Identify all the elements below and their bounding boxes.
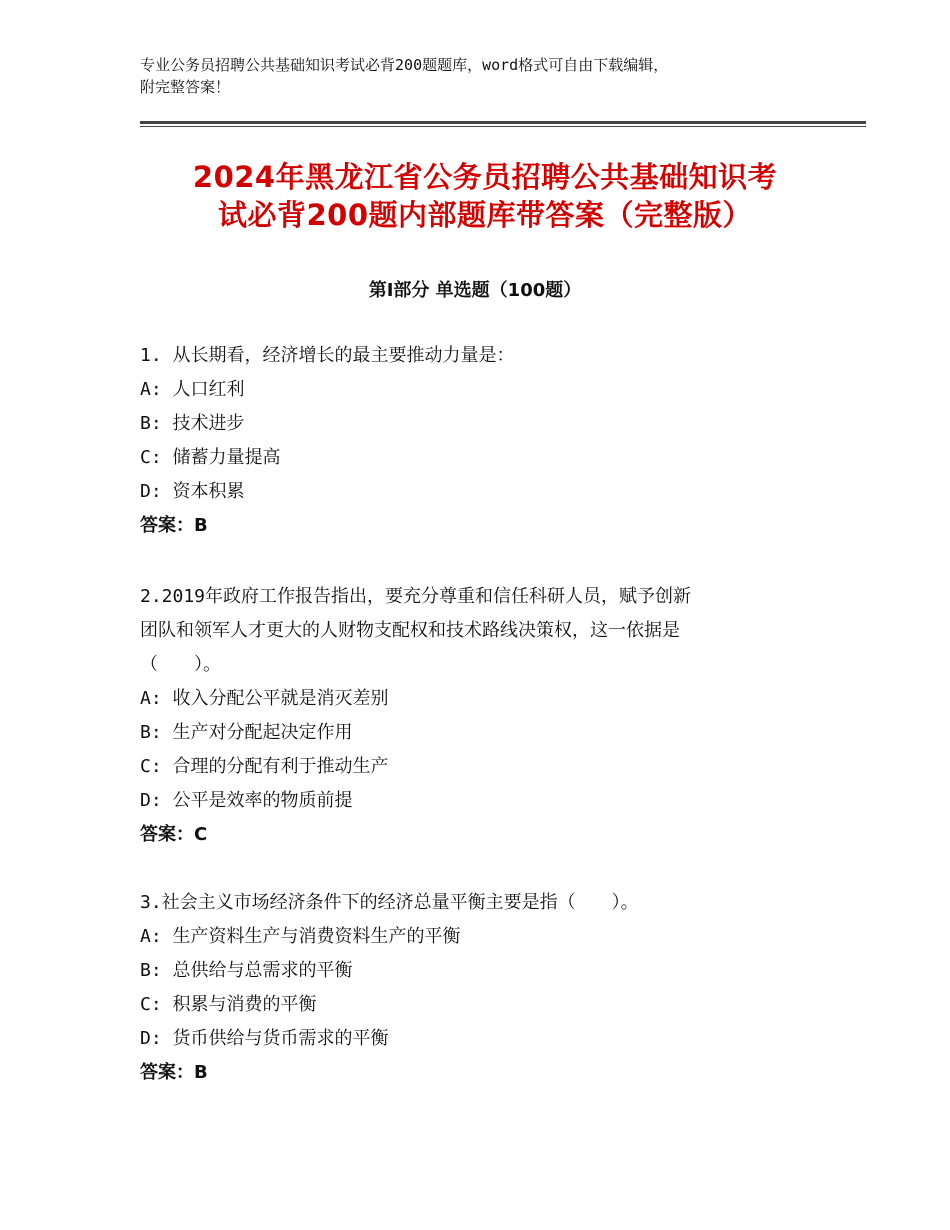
question-block: [140, 339, 820, 543]
question-stem: （ ）。: [140, 654, 221, 675]
option-c: C: 储蓄力量提高: [140, 447, 281, 468]
header-note-line: 专业公务员招聘公共基础知识考试必背200题题库，word格式可自由下载编辑，: [140, 56, 669, 74]
option-d: D: 货币供给与货币需求的平衡: [140, 1028, 389, 1049]
option-b: B: 技术进步: [140, 413, 245, 434]
document-title: [140, 158, 830, 234]
header-note-line: 附完整答案！: [140, 78, 231, 96]
option-a: A: 人口红利: [140, 379, 245, 400]
title-line: 试必背200题内部题库带答案（完整版）: [217, 198, 753, 232]
answer-line: 答案：B: [140, 515, 208, 536]
question-block: [140, 886, 820, 1090]
answer-line: 答案：B: [140, 1062, 208, 1083]
question-stem: 3.社会主义市场经济条件下的经济总量平衡主要是指（ ）。: [140, 892, 639, 913]
option-c: C: 积累与消费的平衡: [140, 994, 317, 1015]
option-b: B: 生产对分配起决定作用: [140, 722, 353, 743]
option-d: D: 公平是效率的物质前提: [140, 790, 353, 811]
header-divider: [140, 121, 866, 124]
question-stem: 1. 从长期看，经济增长的最主要推动力量是：: [140, 345, 515, 366]
question-stem: 团队和领军人才更大的人财物支配权和技术路线决策权，这一依据是: [140, 620, 680, 641]
option-c: C: 合理的分配有利于推动生产: [140, 756, 389, 777]
question-block: [140, 580, 820, 852]
section-heading: 第Ⅰ部分 单选题（100题）: [368, 280, 582, 301]
header-divider-thin: [140, 126, 866, 127]
title-line: 2024年黑龙江省公务员招聘公共基础知识考: [192, 160, 778, 194]
question-stem: 2.2019年政府工作报告指出，要充分尊重和信任科研人员，赋予创新: [140, 586, 692, 607]
option-a: A: 生产资料生产与消费资料生产的平衡: [140, 926, 461, 947]
option-b: B: 总供给与总需求的平衡: [140, 960, 353, 981]
answer-line: 答案：C: [140, 824, 208, 845]
option-a: A: 收入分配公平就是消灭差别: [140, 688, 389, 709]
header-note: [140, 54, 820, 98]
option-d: D: 资本积累: [140, 481, 245, 502]
